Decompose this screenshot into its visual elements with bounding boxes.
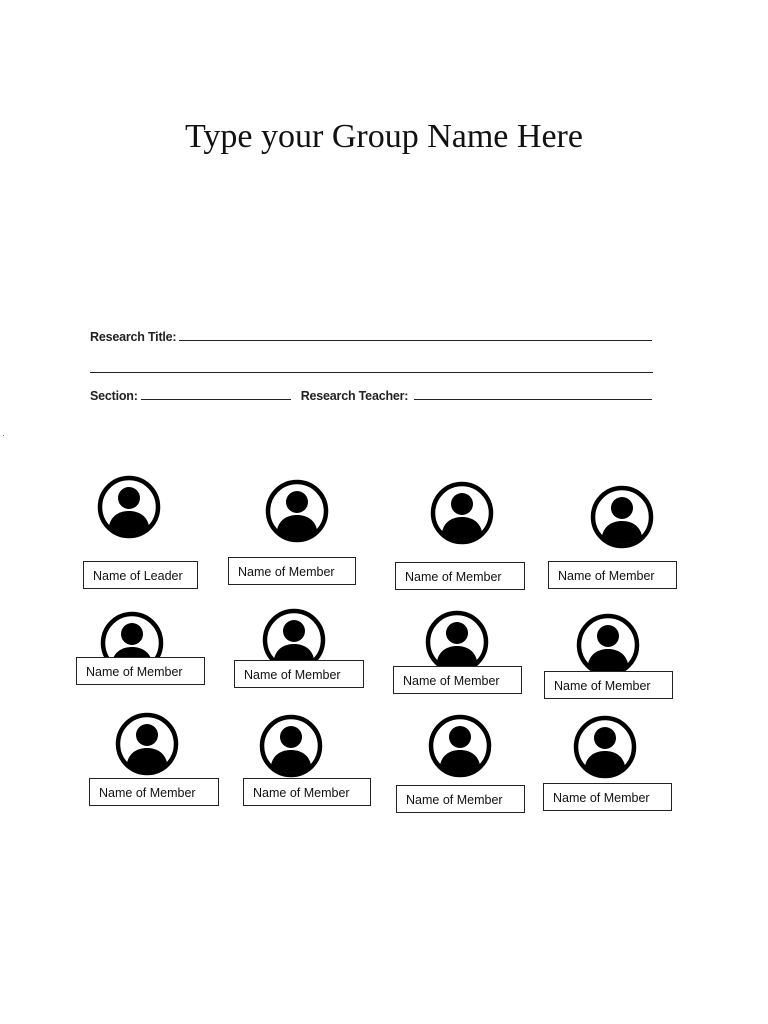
user-avatar-icon <box>265 479 329 543</box>
stray-dot <box>3 435 4 436</box>
user-avatar-icon <box>115 712 179 776</box>
section-blank[interactable] <box>141 399 291 400</box>
user-avatar-icon <box>97 475 161 539</box>
research-title-continuation-blank[interactable] <box>90 372 653 373</box>
member-name-field[interactable]: Name of Member <box>395 562 525 590</box>
member-name-field[interactable]: Name of Member <box>543 783 672 811</box>
research-title-continuation-row <box>90 356 653 376</box>
member-name-field[interactable]: Name of Member <box>396 785 525 813</box>
research-teacher-label: Research Teacher: <box>300 389 409 403</box>
research-title-blank[interactable] <box>179 340 652 341</box>
section-label: Section: <box>90 389 138 403</box>
page-title: Type your Group Name Here <box>185 118 583 155</box>
user-avatar-icon <box>430 481 494 545</box>
user-avatar-icon <box>573 715 637 779</box>
member-name-field[interactable]: Name of Member <box>76 657 205 685</box>
research-teacher-blank[interactable] <box>414 399 652 400</box>
member-name-field[interactable]: Name of Member <box>393 666 522 694</box>
member-name-field[interactable]: Name of Member <box>228 557 356 585</box>
member-name-field[interactable]: Name of Member <box>243 778 371 806</box>
member-name-field[interactable]: Name of Member <box>544 671 673 699</box>
user-avatar-icon <box>428 714 492 778</box>
user-avatar-icon <box>425 610 489 674</box>
research-title-label: Research Title: <box>90 330 177 344</box>
section-teacher-row <box>90 383 652 403</box>
user-avatar-icon <box>576 613 640 677</box>
member-name-field[interactable]: Name of Member <box>548 561 677 589</box>
member-name-field[interactable]: Name of Member <box>234 660 364 688</box>
research-title-row <box>90 324 652 344</box>
member-name-field[interactable]: Name of Member <box>89 778 219 806</box>
user-avatar-icon <box>259 714 323 778</box>
leader-name-field[interactable]: Name of Leader <box>83 561 198 589</box>
user-avatar-icon <box>590 485 654 549</box>
